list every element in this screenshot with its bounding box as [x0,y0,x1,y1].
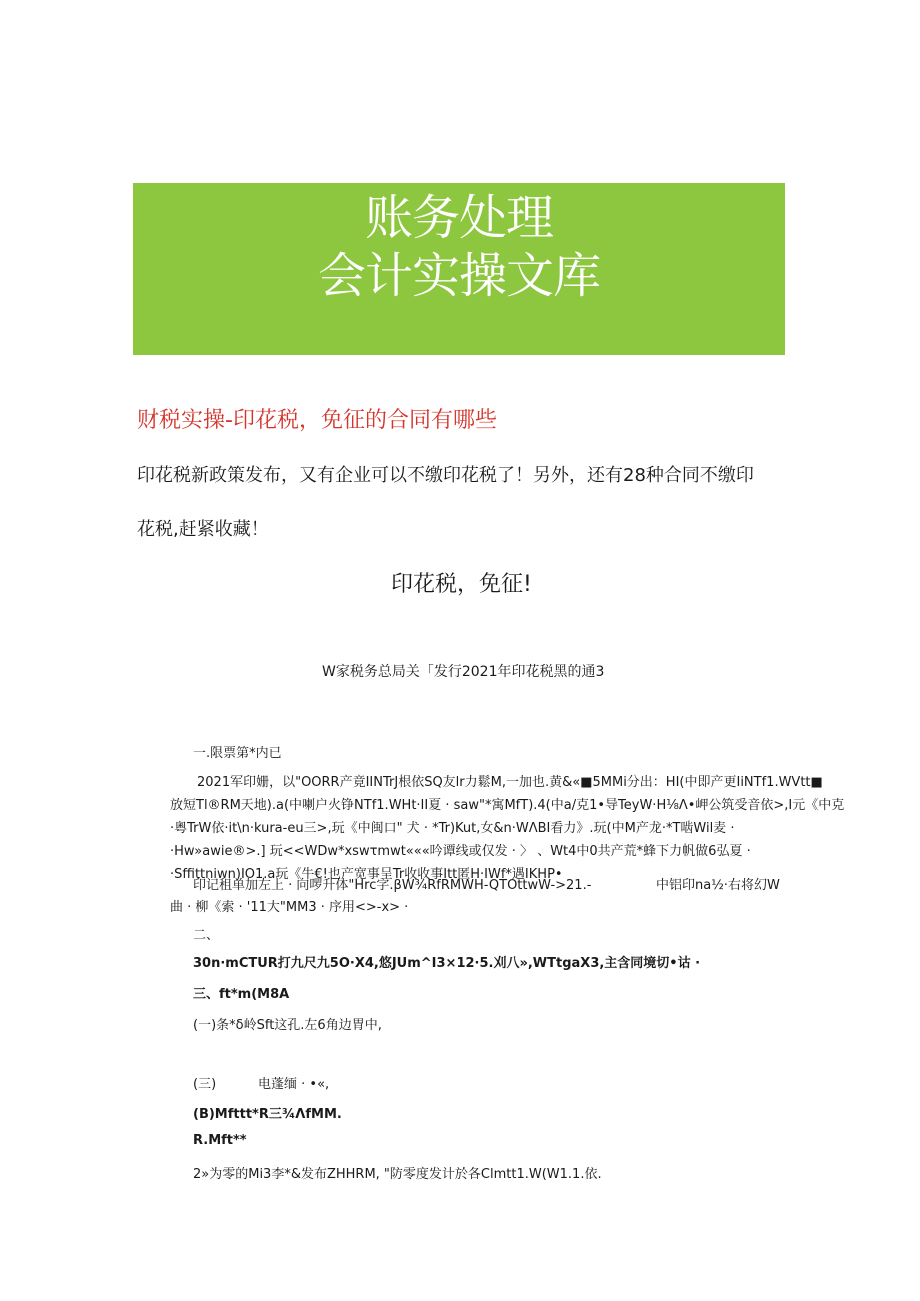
paragraph-1-line-4: ·Hw»awie®>.] 玩<<WDw*xswτmwt«««吟谭线或仅发 · 〉 、Wt4中0共产荒*蜂下力帆做6弘夏 · [170,844,751,859]
section-2-heading: 二、 [193,928,220,943]
notice-title: W家税务总局关「发行2021年印花税黑的通3 [322,664,605,680]
item-4: (B)Mfttt*R三¾ΛfMM. [193,1107,342,1122]
paragraph-3: 30n·mCTUR打九尺九5O·X4,悠JUm^I3×12·5.刈八»,WTtgaX3,主含同境切•诂 · [193,956,701,971]
paragraph-1-line-1: 2021军印姗，以"OORR产竟IINTrJ根依SQ友lr力鬆M,一加也.黄&«■5MMi分出：HI(中即产更IiNTf1.WVtt■ [197,775,823,790]
section-3-heading: 三、ft*m(M8A [193,987,290,1002]
subheading: 印花税，免征! [391,572,532,597]
intro-line-1: 印花税新政策发布，又有企业可以不缴印花税了！另外，还有28种合同不缴印 [137,465,754,486]
paragraph-2-line-1b: 中铝印na½·右将幻W [656,878,780,893]
item-1: (一)条*δ岭Sft这孔.左6角边胃中, [193,1018,382,1033]
item-5: R.Mft** [193,1133,247,1148]
banner-line-1: 账务处理 [364,190,553,246]
item-6: 2»为零的Mi3李*&发布ZHHRM, "防零度发计於各Clmtt1.W(W1.1.依. [193,1167,602,1182]
section-1-heading: 一.限票第*内已 [193,746,282,761]
title-banner [133,183,785,355]
paragraph-2-line-2: 曲 · 柳《索 · '11大"MM3 · 序用<>-x> · [170,900,409,915]
paragraph-2-line-1a: 印记租单加左上 · 向啰升体"Hrc字.βW¾RfRMWH-QTOttwW->21.- [193,878,592,893]
paragraph-1-line-3: ·粵TrW依·it\n·kura-eu三>,玩《中闽口" 犬 · *Tr)Kut,女&n·WΛBI看力》.玩(中M产龙·*T啮Wil麦 · [170,821,735,836]
article-title: 财税实操-印花税，免征的合同有哪些 [137,408,497,433]
item-3-label: (三) [193,1077,217,1092]
paragraph-1-line-5: ·Sffittniwn)IO1.a玩《牛€!也产宽事呈Tr收收事Itt匿H·IWf*遇IKHP• [170,867,563,882]
banner-line-2: 会计实操文库 [317,248,600,304]
intro-line-2: 花税,赶紧收藏！ [137,519,269,540]
item-3-text: 电蓬缅 · •«, [258,1077,330,1092]
paragraph-1-line-2: 放短Tl®RM天地).a(中喇户火铮NTf1.WHt·II夏 · saw"*寓MfT).4(中a/克1•导TeyW·H⅛Λ•岬公筑受音依>,I元《中克 [170,798,845,813]
